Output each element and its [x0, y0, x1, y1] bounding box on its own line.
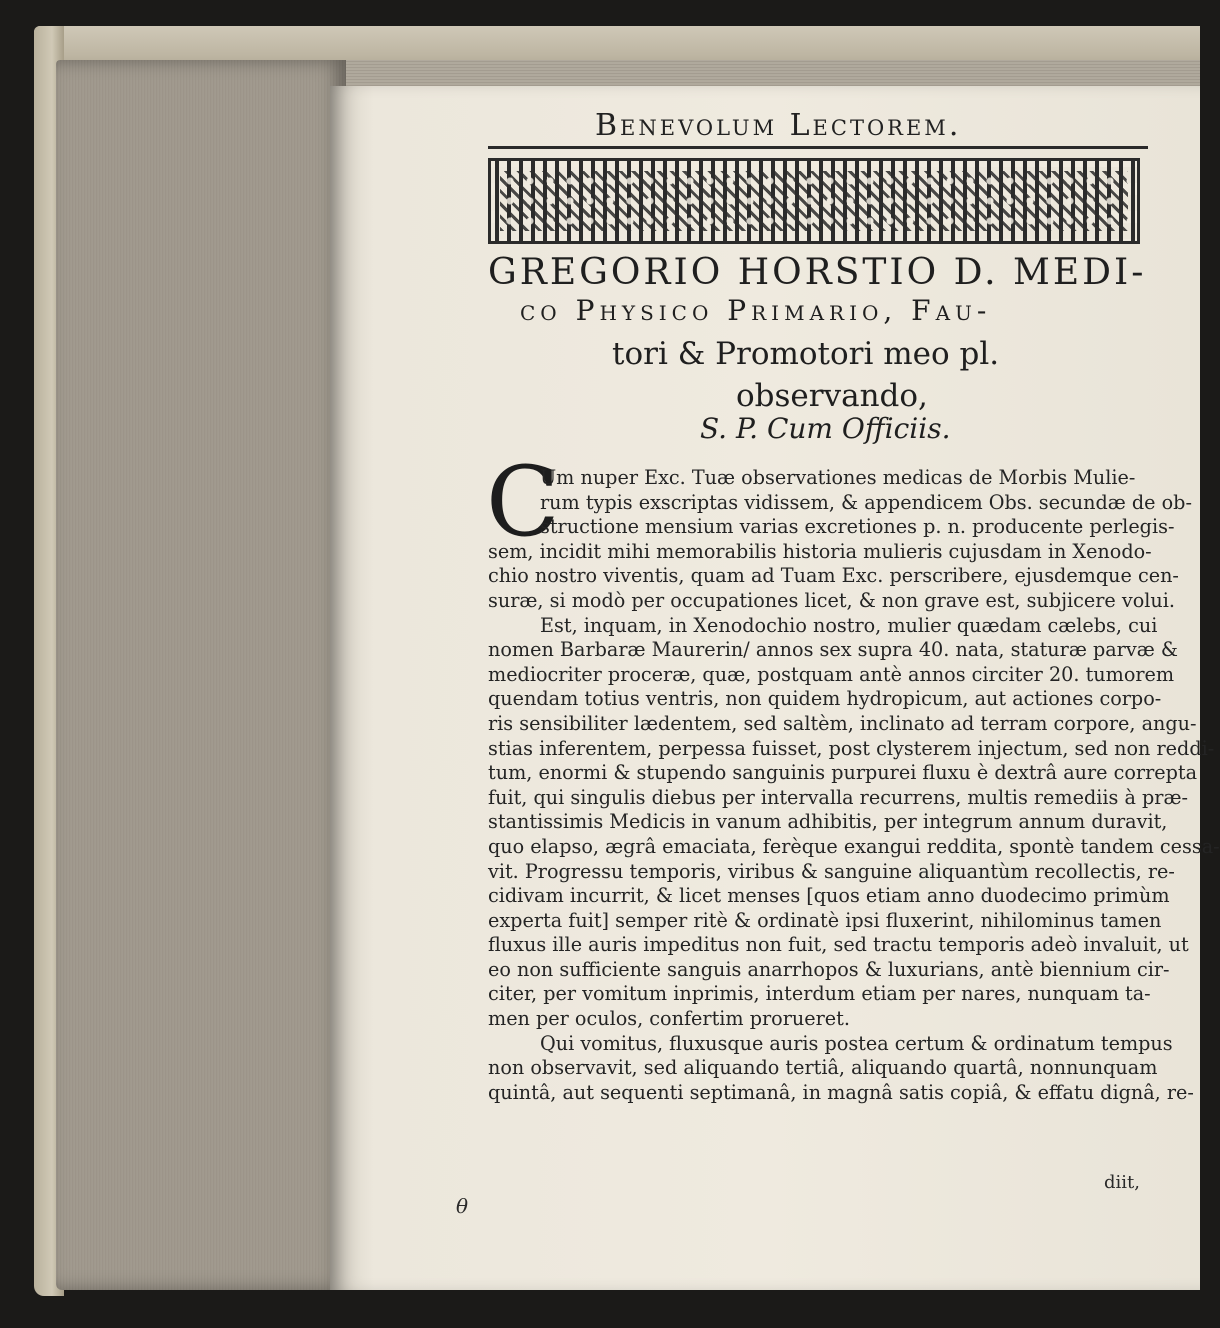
body-line: men per oculos, confertim prorueret.	[488, 1007, 850, 1031]
body-line: citer, per vomitum inprimis, interdum etiam per nares, nunquam ta-	[488, 982, 1151, 1006]
body-line: experta fuit] semper ritè & ordinatè ipsi fluxerint, nihilominus tamen	[488, 908, 1162, 932]
catchword: diit,	[1104, 1172, 1140, 1193]
body-line: fuit, qui singulis diebus per intervalla recurrens, multis remediis à præ-	[488, 785, 1188, 809]
heading-line-1: GREGORIO HORSTIO D. MEDI-	[488, 252, 1147, 293]
body-line: cidivam incurrit, & licet menses [quos etiam anno duodecimo primùm	[488, 884, 1170, 908]
heading-line-4: observando,	[736, 378, 928, 414]
page-number: θ	[456, 1194, 469, 1218]
body-line: Um nuper Exc. Tuæ observationes medicas de Morbis Mulie-	[540, 466, 1136, 489]
body-line: quo elapso, ægrâ emaciata, ferèque exangui reddita, spontè tandem cessa-	[488, 834, 1220, 858]
body-line: vit. Progressu temporis, viribus & sanguine aliquantùm recollectis, re-	[488, 859, 1175, 883]
page-edges-fore	[56, 60, 346, 1290]
drop-cap: C	[486, 446, 560, 558]
body-line: non observavit, sed aliquando tertiâ, aliquando quartâ, nonnunquam	[488, 1056, 1158, 1080]
salutation: S. P. Cum Officiis.	[700, 412, 951, 445]
body-line: suræ, si modò per occupationes licet, & non grave est, subjicere volui.	[488, 588, 1176, 612]
body-line: stias inferentem, perpessa fuisset, post clysterem injectum, sed non reddi-	[488, 736, 1215, 760]
body-line: chio nostro viventis, quam ad Tuam Exc. perscribere, ejusdemque cen-	[488, 564, 1179, 588]
body-line: stantissimis Medicis in vanum adhibitis, per integrum annum duravit,	[488, 810, 1168, 834]
ornament-pattern	[500, 171, 1128, 231]
heading-line-2: co Physico Primario, Fau-	[520, 294, 992, 327]
running-title: Benevolum Lectorem.	[595, 108, 962, 143]
body-line: fluxus ille auris impeditus non fuit, sed tractu temporis adeò invaluit, ut	[488, 933, 1189, 957]
body-line: quintâ, aut sequenti septimanâ, in magnâ satis copiâ, & effatu dignâ, re-	[488, 1080, 1194, 1104]
body-line: rum typis exscriptas vidissem, & appendicem Obs. secundæ de ob-	[540, 490, 1192, 514]
heading-line-3: tori & Promotori meo pl.	[612, 336, 1000, 372]
body-line: mediocriter proceræ, quæ, postquam antè annos circiter 20. tumorem	[488, 662, 1175, 686]
body-line: nomen Barbaræ Maurerin/ annos sex supra 40. nata, staturæ parvæ &	[488, 638, 1178, 662]
body-line: quendam totius ventris, non quidem hydropicum, aut actiones corpo-	[488, 687, 1162, 711]
body-line: structione mensium varias excretiones p. n. producente perlegis-	[540, 515, 1175, 539]
body-line: ris sensibiliter lædentem, sed saltèm, inclinato ad terram corpore, angu-	[488, 711, 1197, 735]
body-line: sem, incidit mihi memorabilis historia mulieris cujusdam in Xenodo-	[488, 539, 1152, 563]
body-line: Qui vomitus, fluxusque auris postea certum & ordinatum tempus	[540, 1031, 1173, 1055]
body-line: Est, inquam, in Xenodochio nostro, mulier quædam cælebs, cui	[540, 613, 1158, 637]
body-text	[488, 466, 1220, 1105]
header-rule	[488, 146, 1148, 149]
body-line: tum, enormi & stupendo sanguinis purpurei fluxu è dextrâ aure correpta	[488, 761, 1198, 785]
body-line: eo non sufficiente sanguis anarrhopos & luxurians, antè biennium cir-	[488, 957, 1170, 981]
